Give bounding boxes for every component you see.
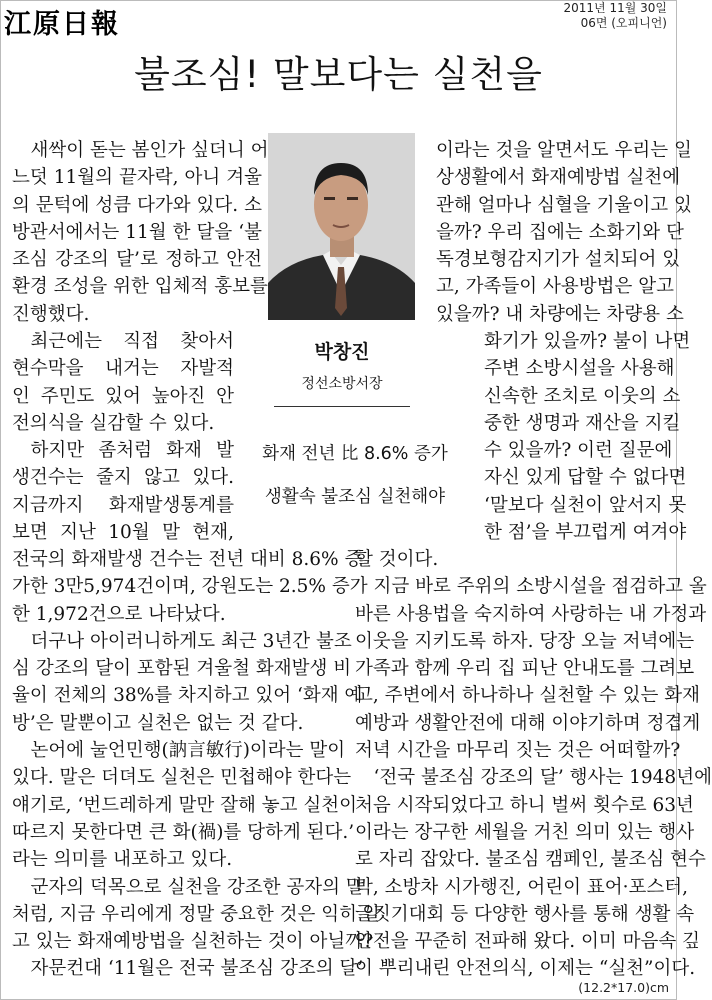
article-line: 지금까지 화재발생통계를 — [12, 494, 234, 516]
article-line: 방관서에서는 11월 한 달을 ‘불 — [12, 221, 262, 243]
article-line: 처럼, 지금 우리에게 정말 중요한 것은 익히 알 — [12, 903, 381, 925]
article-line: 있을까? 내 차량에는 차량용 소 — [436, 303, 684, 325]
page-section: 06면 (오피니언) — [580, 16, 667, 30]
article-line: 주변 소방시설을 사용해 — [484, 358, 675, 380]
article-line: 전국의 화재발생 건수는 전년 대비 8.6% 증 — [12, 549, 363, 570]
article-line: 느덧 11월의 끝자락, 아니 겨울 — [12, 167, 262, 189]
article-line: 가한 3만5,974건이며, 강원도는 2.5% 증가 — [12, 576, 368, 598]
article-line: 인 주민도 있어 높아진 안 — [12, 385, 234, 407]
newspaper-logo: 江原日報 — [4, 9, 120, 40]
column-left-top — [12, 137, 269, 328]
publish-date: 2011년 11월 30일 — [563, 1, 667, 15]
article-line: 심 강조의 달이 포함된 겨울철 화재발생 비 — [12, 658, 352, 680]
article-line: 이라는 장구한 세월을 거친 의미 있는 행사 — [355, 821, 695, 843]
article-line: 저녁 시간을 마무리 짓는 것은 어떠할까? — [355, 740, 681, 762]
article-line: 예방과 생활안전에 대해 이야기하며 정겹게 — [355, 712, 701, 734]
article-line: 고 있는 화재예방법을 실천하는 것이 아닐까? — [12, 931, 374, 953]
article-line: 라는 의미를 내포하고 있다. — [12, 849, 233, 871]
article-line: 이 뿌리내린 안전의식, 이제는 “실천”이다. — [355, 958, 696, 980]
article-line: 조심 강조의 달’로 정하고 안전 — [12, 249, 262, 271]
article-line: 보면 지난 10월 말 현재, — [12, 522, 234, 544]
column-right-bottom — [355, 546, 712, 983]
clipping-size: (12.2*17.0)cm — [578, 980, 669, 995]
article-line: 생건수는 줄지 않고 있다. — [12, 467, 234, 489]
article-line: 막, 소방차 시가행진, 어린이 표어·포스터, — [355, 876, 688, 898]
article-line: 상생활에서 화재예방법 실천에 — [436, 167, 681, 189]
subheading-2: 생활속 불조심 실천해야 — [264, 487, 446, 507]
article-line: 이웃을 지키도록 하자. 당장 오늘 저녁에는 — [355, 630, 695, 652]
column-left-bottom — [12, 546, 381, 983]
article-line: 최근에는 직접 찾아서 — [30, 331, 234, 352]
article-line: 수 있을까? 이런 질문에 — [484, 440, 673, 462]
article-line: 고, 가족들이 사용방법은 알고 — [436, 276, 674, 298]
byline-divider — [274, 406, 410, 407]
article-line: 있다. 말은 더뎌도 실천은 민첩해야 한다는 — [12, 767, 352, 789]
author-photo — [268, 133, 415, 320]
article-line: 방’은 말뿐이고 실천은 없는 것 같다. — [12, 712, 304, 734]
article-line: 전의식을 실감할 수 있다. — [12, 412, 215, 434]
article-line: 고, 주변에서 하나하나 실천할 수 있는 화재 — [355, 685, 700, 707]
article-line: 진행했다. — [12, 303, 90, 325]
article-line: 의 문턱에 성큼 다가와 있다. 소 — [12, 194, 262, 216]
subheading-1: 화재 전년 比 8.6% 증가 — [262, 444, 448, 464]
article-line: 군자의 덕목으로 실천을 강조한 공자의 말 — [30, 876, 364, 898]
article-line: 지금 바로 주위의 소방시설을 점검하고 올 — [373, 576, 707, 598]
article-line: 얘기로, ‘번드레하게 말만 잘해 놓고 실천이 — [12, 794, 357, 816]
article-line: 한 점’을 부끄럽게 여겨야 — [484, 522, 687, 544]
article-headline: 불조심! 말보다는 실천을 — [134, 53, 543, 96]
article-line: 을까? 우리 집에는 소화기와 단 — [436, 221, 684, 243]
author-name: 박창진 — [314, 341, 370, 363]
article-line: 자문컨대 ‘11월은 전국 불조심 강조의 달’ — [30, 958, 364, 980]
dateline — [564, 1, 667, 31]
article-line: 화기가 있을까? 불이 나면 — [484, 331, 691, 352]
article-line: 현수막을 내거는 자발적 — [12, 358, 234, 380]
article-line: ‘전국 불조심 강조의 달’ 행사는 1948년에 — [373, 767, 712, 789]
author-title: 정선소방서장 — [301, 376, 383, 392]
article-line: 더구나 아이러니하게도 최근 3년간 불조 — [30, 630, 352, 652]
article-line: 바른 사용법을 숙지하여 사랑하는 내 가정과 — [355, 603, 707, 625]
article-line: 한 1,972건으로 나타났다. — [12, 603, 226, 625]
article-line: ‘말보다 실천이 앞서지 못 — [484, 494, 687, 516]
article-line: 독경보형감지기가 설치되어 있 — [436, 249, 681, 271]
article-line: 관해 얼마나 심혈을 기울이고 있 — [436, 194, 692, 216]
article-line: 하지만 좀처럼 화재 발 — [30, 440, 234, 462]
article-line: 논어에 눌언민행(訥言敏行)이라는 말이 — [30, 740, 346, 762]
article-line: 중한 생명과 재산을 지킬 — [484, 412, 681, 434]
article-line: 할 것이다. — [355, 549, 439, 570]
article-line: 신속한 조치로 이웃의 소 — [484, 385, 681, 407]
article-line: 환경 조성을 위한 입체적 홍보를 — [12, 276, 268, 298]
column-right-middle — [484, 328, 691, 546]
article-line: 안전을 꾸준히 전파해 왔다. 이미 마음속 깊 — [355, 931, 700, 953]
article-line: 처음 시작되었다고 하니 벌써 횟수로 63년 — [355, 794, 694, 816]
article-line: 율이 전체의 38%를 차지하고 있어 ‘화재 예 — [12, 685, 363, 707]
article-line: 새싹이 돋는 봄인가 싶더니 어 — [30, 140, 269, 161]
article-line: 이라는 것을 알면서도 우리는 일 — [436, 140, 692, 161]
article-line: 자신 있게 답할 수 없다면 — [484, 467, 687, 489]
column-right-top — [436, 137, 692, 328]
article-line: 가족과 함께 우리 집 피난 안내도를 그려보 — [355, 658, 695, 680]
article-line: 글짓기대회 등 다양한 행사를 통해 생활 속 — [355, 903, 695, 925]
column-left-middle — [12, 328, 234, 546]
article-line: 로 자리 잡았다. 불조심 캠페인, 불조심 현수 — [355, 849, 706, 871]
article-line: 따르지 못한다면 큰 화(禍)를 당하게 된다.’ — [12, 821, 355, 843]
